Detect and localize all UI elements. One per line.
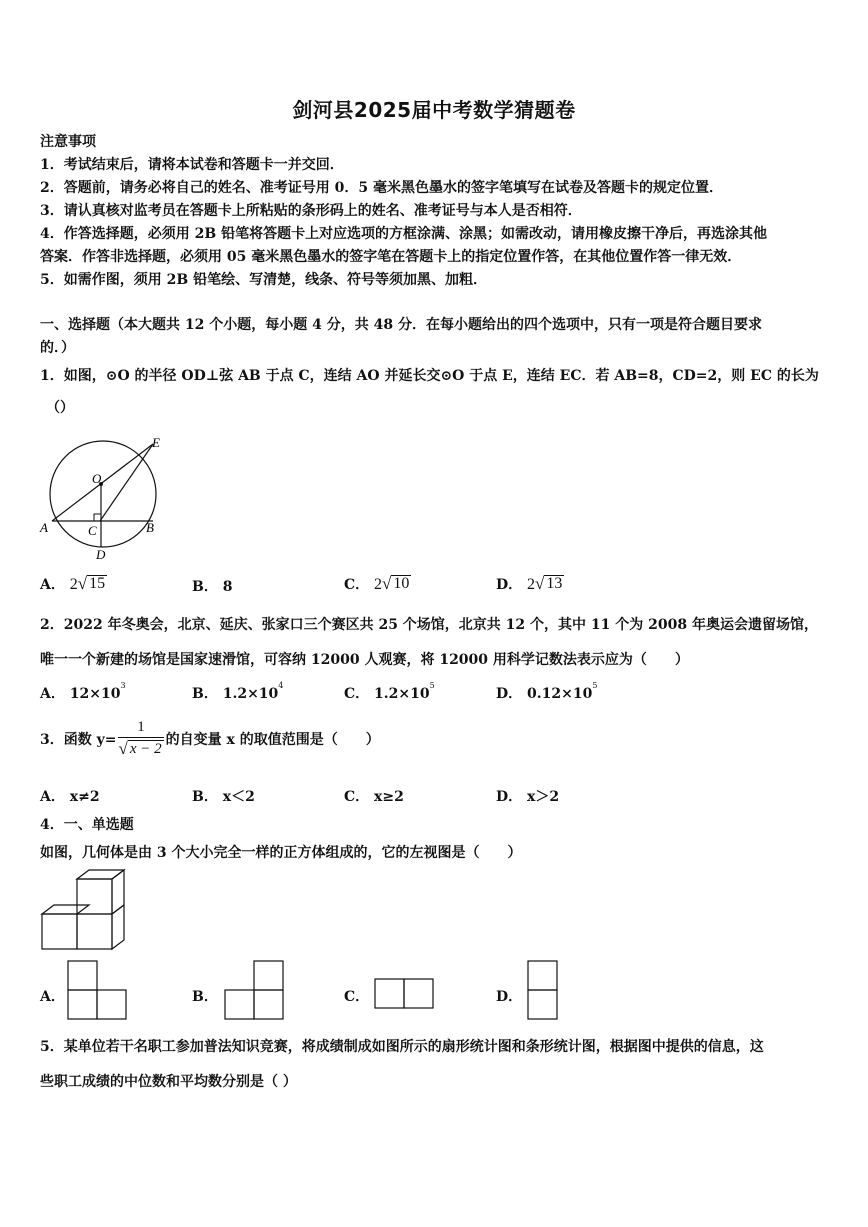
q2-option-c[interactable] [344, 683, 435, 703]
q1-circle [50, 441, 156, 547]
sqrt-icon: √ [382, 574, 392, 593]
q2-stem-cont: 唯一一个新建的场馆是国家速滑馆，可容纳 12000 人观赛，将 12000 用科学记数法表示应为（ ） [40, 652, 689, 668]
section-heading-cont: 的．） [40, 340, 75, 356]
q3-option-c-text: x≥2 [374, 789, 404, 805]
q1-label-c: C [88, 523, 97, 538]
q3-option-d-label: D． [496, 789, 523, 805]
q3-stem-suffix: 的自变量 x 的取值范围是（ ） [165, 731, 380, 748]
notice-item-1: 1．考试结束后，请将本试卷和答题卡一并交回． [40, 157, 344, 173]
q4-option-a-label[interactable]: A． [40, 989, 65, 1005]
q1-right-angle-mark [94, 514, 101, 521]
q2-option-c-label: C． [344, 686, 370, 702]
q1-option-d-coef: 2 [527, 576, 536, 593]
q3-option-c[interactable] [344, 786, 404, 806]
q3-option-a-label: A． [40, 789, 65, 805]
q3-numerator: 1 [118, 718, 163, 738]
q3-option-b-label: B． [192, 789, 218, 805]
q4-header: 4．一、单选题 [40, 817, 134, 833]
q4-option-b-label[interactable]: B． [192, 989, 218, 1005]
q3-stem [40, 718, 380, 759]
section-heading: 一、选择题（本大题共 12 个小题，每小题 4 分，共 48 分．在每小题给出的四个选项中，只有一项是符合题目要求 [40, 317, 762, 333]
q5-stem: 5．某单位若干名职工参加普法知识竞赛，将成绩制成如图所示的扇形统计图和条形统计图，根据图中提供的信息，这 [40, 1039, 764, 1055]
q3-option-a-text: x≠2 [69, 789, 100, 805]
q1-option-d-radicand: 13 [546, 575, 563, 592]
q1-circle-figure [36, 436, 176, 566]
q1-stem: 1．如图，⊙O 的半径 OD⊥弦 AB 于点 C，连结 AO 并延长交⊙O 于点 E，连结 EC．若 AB=8，CD=2，则 EC 的长为 [40, 368, 819, 384]
q1-option-d-label: D． [496, 577, 523, 593]
q2-option-a-base: 12×10 [69, 686, 121, 702]
notice-item-2: 2．答题前，请务必将自己的姓名、准考证号用 0．5 毫米黑色墨水的签字笔填写在试卷及答题卡的规定位置． [40, 180, 723, 196]
q3-stem-prefix: 3．函数 y= [40, 731, 117, 748]
q2-option-d-base: 0.12×10 [527, 686, 593, 702]
q2-option-d[interactable] [496, 683, 597, 703]
q1-label-d: D [96, 547, 106, 562]
notice-item-5: 5．如需作图，须用 2B 铅笔绘、写清楚，线条、符号等须加黑、加粗． [40, 272, 488, 288]
q3-option-b-text: x＜2 [222, 789, 255, 805]
q3-option-d-text: x＞2 [527, 789, 560, 805]
q4-stem: 如图，几何体是由 3 个大小完全一样的正方体组成的，它的左视图是（ ） [40, 845, 522, 861]
sqrt-icon: √ [77, 574, 88, 593]
q4-option-d-figure[interactable] [527, 960, 559, 1020]
q3-option-d[interactable] [496, 786, 559, 806]
q4-option-d-label[interactable]: D． [496, 989, 523, 1005]
q4-option-c-figure[interactable] [374, 978, 436, 1010]
q2-option-b-label: B． [192, 686, 218, 702]
q2-option-b[interactable] [192, 683, 283, 703]
q2-option-b-base: 1.2×10 [222, 686, 279, 702]
q4-cube-figure [40, 872, 130, 954]
q2-option-c-exp: 5 [429, 681, 435, 690]
q2-option-a-label: A． [40, 686, 65, 702]
q3-option-a[interactable] [40, 786, 100, 806]
q1-option-a[interactable] [40, 574, 107, 594]
q3-radicand: x − 2 [129, 741, 162, 757]
page-title: 剑河县2025届中考数学猜题卷 [292, 98, 576, 122]
q1-option-c-radicand: 10 [393, 575, 410, 592]
q3-fraction [118, 718, 163, 759]
q1-option-b-label: B． [192, 579, 218, 595]
notice-item-3: 3．请认真核对监考员在答题卡上所粘贴的条形码上的姓名、准考证号与本人是否相符． [40, 203, 582, 219]
q1-option-c-sqrt [382, 575, 411, 592]
q5-stem-cont: 些职工成绩的中位数和平均数分别是（ ） [40, 1074, 297, 1090]
q1-option-d[interactable] [496, 574, 564, 594]
q2-option-a[interactable] [40, 683, 126, 703]
q1-label-b: B [146, 520, 154, 535]
q2-stem: 2．2022 年冬奥会，北京、延庆、张家口三个赛区共 25 个场馆，北京共 12 个，其中 11 个为 2008 年奥运会遗留场馆， [40, 617, 818, 633]
q1-label-a: A [40, 520, 48, 535]
q1-option-c-coef: 2 [374, 576, 383, 593]
sqrt-icon: √ [118, 739, 128, 758]
q1-option-c[interactable] [344, 574, 411, 594]
q1-option-a-radicand: 15 [89, 575, 106, 592]
q2-option-a-exp: 3 [120, 681, 126, 690]
q1-line-ec [100, 444, 153, 521]
q3-option-b[interactable] [192, 786, 255, 806]
q1-option-d-sqrt [535, 575, 564, 592]
q3-denominator [118, 738, 163, 759]
q2-option-d-exp: 5 [592, 681, 598, 690]
q2-option-d-label: D． [496, 686, 523, 702]
q1-label-e: E [152, 435, 160, 450]
q2-option-b-exp: 4 [278, 681, 284, 690]
q4-option-a-figure[interactable] [67, 960, 129, 1020]
q1-option-b-text: 8 [222, 579, 233, 595]
notice-item-4-cont: 答案．作答非选择题，必须用 05 毫米黑色墨水的签字笔在答题卡上的指定位置作答，在其他位置作答一律无效． [40, 249, 742, 265]
q1-stem-cont: （） [46, 400, 74, 416]
q1-option-a-label: A． [40, 577, 65, 593]
q1-label-o: O [92, 471, 102, 486]
q1-option-b[interactable] [192, 576, 232, 596]
q1-option-c-label: C． [344, 577, 370, 593]
q4-option-b-figure[interactable] [224, 960, 286, 1020]
q1-option-a-coef: 2 [69, 576, 78, 593]
sqrt-icon: √ [535, 574, 545, 593]
q2-option-c-base: 1.2×10 [374, 686, 430, 702]
q3-option-c-label: C． [344, 789, 370, 805]
notice-heading: 注意事项 [40, 134, 96, 150]
notice-item-4: 4．作答选择题，必须用 2B 铅笔将答题卡上对应选项的方框涂满、涂黑；如需改动，请用橡皮擦干净后，再选涂其他 [40, 226, 768, 242]
q4-option-c-label[interactable]: C． [344, 989, 370, 1005]
q1-option-a-sqrt [78, 575, 107, 592]
